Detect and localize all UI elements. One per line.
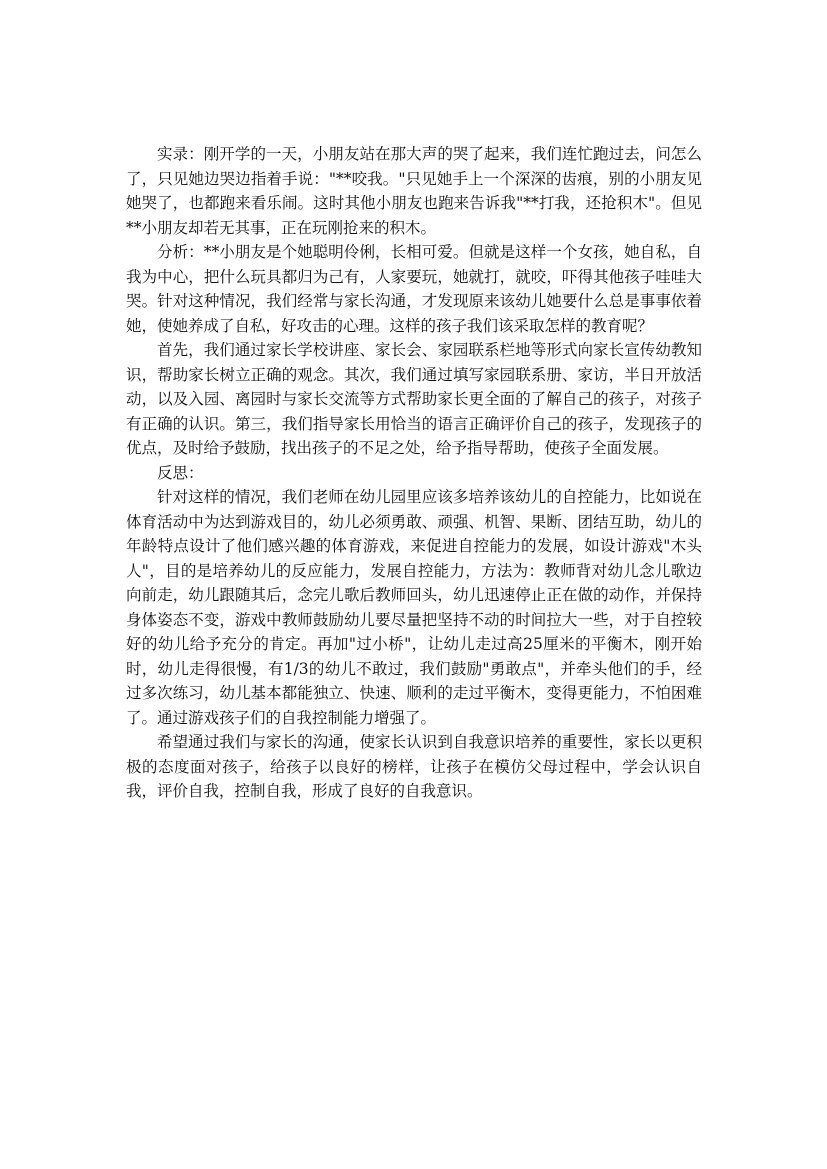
paragraph-reflection: 针对这样的情况，我们老师在幼儿园里应该多培养该幼儿的自控能力，比如说在体育活动中为达到游戏目的，幼儿必须勇敢、顽强、机智、果断、团结互助，幼儿的年龄特点设计了他们感兴趣的体育游戏，来促进自控能力的发展，如设计游戏"木头人"，目的是培养幼儿的反应能力，发展自控能力，方法为：教师背对幼儿念儿歌边向前走，幼儿跟随其后，念完儿歌后教师回头，幼儿迅速停止正在做的动作，并保持身体姿态不变，游戏中教师鼓励幼儿要尽量把坚持不动的时间拉大一些，对于自控较好的幼儿给予充分的肯定。再加"过小桥"，让幼儿走过高25厘米的平衡木，刚开始时，幼儿走得很慢，有1/3的幼儿不敢过，我们鼓励"勇敢点"，并牵头他们的手，经过多次练习，幼儿基本都能独立、快速、顺利的走过平衡木，变得更能力，不怕困难了。通过游戏孩子们的自我控制能力增强了。: [126, 488, 702, 727]
document-body: [126, 142, 702, 804]
paragraph-conclusion: 希望通过我们与家长的沟通，使家长认识到自我意识培养的重要性，家长以更积极的态度面对孩子，给孩子以良好的榜样，让孩子在模仿父母过程中，学会认识自我，评价自我，控制自我，形成了良好的自我意识。: [126, 733, 702, 800]
paragraph-measures: 首先，我们通过家长学校讲座、家长会、家园联系栏地等形式向家长宣传幼教知识，帮助家长树立正确的观念。其次，我们通过填写家园联系册、家访，半日开放活动，以及入园、离园时与家长交流等方式帮助家长更全面的了解自己的孩子，对孩子有正确的认识。第三，我们指导家长用恰当的语言正确评价自己的孩子，发现孩子的优点，及时给予鼓励，找出孩子的不足之处，给予指导帮助，使孩子全面发展。: [126, 341, 702, 457]
paragraph-reflection-heading: 反思：: [157, 463, 204, 482]
paragraph-record: 实录：刚开学的一天，小朋友站在那大声的哭了起来，我们连忙跑过去，问怎么了，只见她边哭边指着手说："**咬我。"只见她手上一个深深的齿痕，别的小朋友见她哭了，也都跑来看乐闹。这时其他小朋友也跑来告诉我"**打我，还抢积木"。但见**小朋友却若无其事，正在玩刚抢来的积木。: [126, 145, 702, 237]
paragraph-analysis: 分析：**小朋友是个她聪明伶俐，长相可爱。但就是这样一个女孩，她自私，自我为中心，把什么玩具都归为己有，人家要玩，她就打，就咬，吓得其他孩子哇哇大哭。针对这种情况，我们经常与家长沟通，才发现原来该幼儿她要什么总是事事依着她，使她养成了自私，好攻击的心理。这样的孩子我们该采取怎样的教育呢？: [126, 243, 702, 335]
